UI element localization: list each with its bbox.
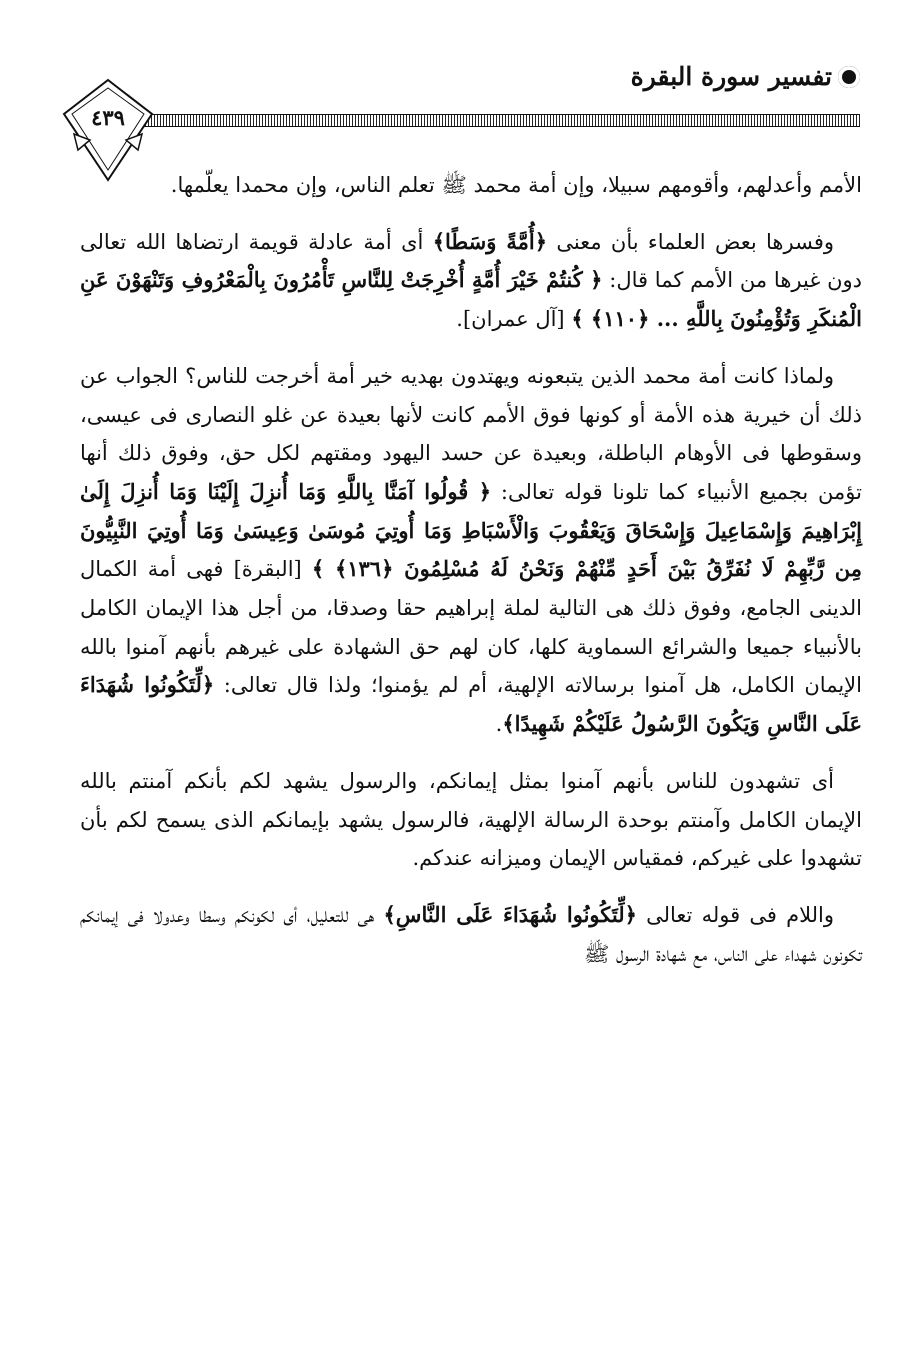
- ornament-icon: [838, 66, 860, 88]
- page-title: تفسير سورة البقرة: [630, 62, 832, 91]
- text-span: الأمم وأعدلهم، وأقومهم سبيلا، وإن أمة محمد ﷺ تعلم الناس، وإن محمدا يعلّمها.: [170, 173, 862, 197]
- text-span: هى للتعليل، أى لكونكم وسطا وعدولا فى إيمانكم تكونون شهداء على الناس، مع شهادة الرسول ﷺ: [80, 902, 862, 966]
- text-span: أى أمة عادلة قويمة ارتضاها الله تعالى دون غيرها من الأمم كما قال:: [80, 229, 862, 293]
- quran-verse: ﴿لِّتَكُونُوا شُهَدَاءَ عَلَى النَّاسِ وَيَكُونَ الرَّسُولُ عَلَيْكُمْ شَهِيدًا﴾: [80, 672, 862, 737]
- paragraph: [80, 896, 862, 973]
- header-rule: [130, 114, 860, 127]
- quran-verse: ﴿لِّتَكُونُوا شُهَدَاءَ عَلَى النَّاسِ﴾: [383, 901, 637, 927]
- text-span: .: [495, 712, 503, 737]
- paragraph: [80, 762, 862, 878]
- paragraph: [80, 223, 862, 339]
- text-span: [آل عمران].: [456, 307, 572, 332]
- text-span: أى تشهدون للناس بأنهم آمنوا بمثل إيمانكم، والرسول يشهد لكم بأنكم آمنتم بالله الإيمان الكامل وآمنتم بوحدة الرسالة الإلهية، فالرسول يشهد بإيمانكم الذى يسمح لكم بأن تشهدوا على غيركم، فمقياس الإيمان وميزانه عندكم.: [80, 768, 862, 871]
- page-number: ٤٣٩: [91, 105, 125, 130]
- running-head: [631, 62, 860, 92]
- page-body: [80, 166, 862, 991]
- text-span: وفسرها بعض العلماء بأن معنى: [547, 229, 835, 254]
- page-header: [60, 52, 860, 162]
- quran-verse: ﴿أُمَّةً وَسَطًا﴾: [432, 228, 547, 254]
- text-span: ولماذا كانت أمة محمد الذين يتبعونه ويهتدون بهديه خير أمة أخرجت للناس؟ الجواب عن ذلك أن خيرية هذه الأمة أو كونها فوق الأمم كانت لأنها بعيدة عن غلو النصارى فى عيسى، وسقوطها فى الأوهام الباطلة، وبعيدة عن حسد اليهود ومقتهم لكل حق، وفوق ذلك أنها تؤمن بجميع الأنبياء كما تلونا قوله تعالى:: [80, 363, 862, 504]
- text-span: [البقرة] فهى أمة الكمال الدينى الجامع، وفوق ذلك هى التالية لملة إبراهيم حقا وصدقا، من أجل هذا الإيمان الكامل بالأنبياء جميعا والشرائع السماوية كلها، كان لهم حق الشهادة على غيرهم بأنهم آمنوا بالله الإيمان الكامل، هل آمنوا برسالاته الإلهية، أم لم يؤمنوا؛ ولذا قال تعالى:: [80, 557, 862, 698]
- quran-verse: ﴿ كُنتُمْ خَيْرَ أُمَّةٍ أُخْرِجَتْ لِلنَّاسِ تَأْمُرُونَ بِالْمَعْرُوفِ وَتَنْهَوْنَ عَنِ الْمُنكَرِ وَتُؤْمِنُونَ بِاللَّهِ ... ﴿١١٠﴾ ﴾: [80, 267, 862, 332]
- paragraph: [80, 357, 862, 744]
- paragraph: [80, 166, 862, 205]
- text-span: واللام فى قوله تعالى: [636, 902, 834, 927]
- quran-verse: ﴿ قُولُوا آمَنَّا بِاللَّهِ وَمَا أُنزِلَ إِلَيْنَا وَمَا أُنزِلَ إِلَىٰ إِبْرَاهِيمَ وَإِسْمَاعِيلَ وَإِسْحَاقَ وَيَعْقُوبَ وَالْأَسْبَاطِ وَمَا أُوتِيَ مُوسَىٰ وَعِيسَىٰ وَمَا أُوتِيَ النَّبِيُّونَ مِن رَّبِّهِمْ لَا نُفَرِّقُ بَيْنَ أَحَدٍ مِّنْهُمْ وَنَحْنُ لَهُ مُسْلِمُونَ ﴿١٣٦﴾ ﴾: [80, 478, 862, 582]
